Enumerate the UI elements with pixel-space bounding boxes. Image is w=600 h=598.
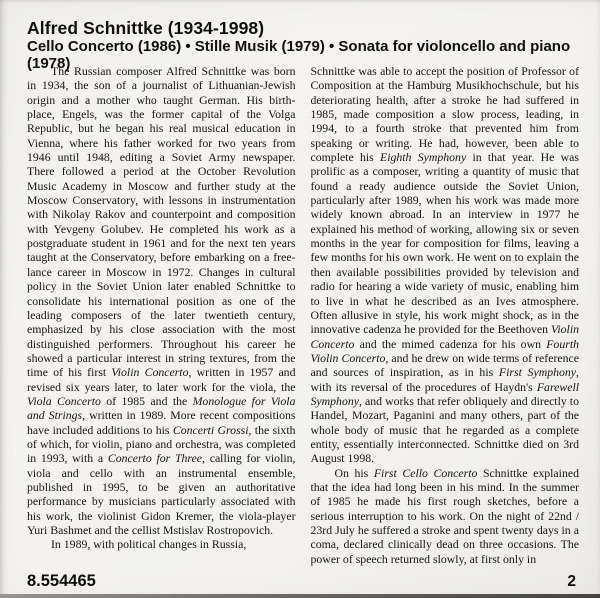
works-subtitle: Cello Concerto (1986) • Stille Musik (1979) • Sonata for violoncello and piano (1978) bbox=[27, 38, 571, 72]
paragraph: The Russian composer Alfred Schnittke was born in 1934, the son of a journalist of Lithuanian-Jewish origin and a mother who taught German. His birth-place, Engels, was the former capital of the Volga Republic, but he began his real musical education in Vienna, where his father worked for two years from 1946 until 1948, editing a Soviet Army newspaper. There followed a period at the October Revolution Music Academy in Moscow and further study at the Moscow Conservatory, with lessons in instrumentation with Nikolay Rakov and counterpoint and composition with Yevgeny Golubev. He completed his work as a postgraduate student in 1961 and for the next ten years taught at the Conservatory, before embarking on a free-lance career in Moscow in 1972. Changes in cultural policy in the Soviet Union later enabled Schnittke to consolidate his international position as one of the leading composers of the later twentieth century, emphasized by his close association with the most distinguished performers. Throughout his career he showed a particular interest in string textures, from the time of his first Violin Concerto, written in 1957 and revised six years later, to later work for the viola, the Viola Concerto of 1985 and the Monologue for Viola and Strings, written in 1989. More recent compositions have included additions to his Concerti Grossi, the sixth of which, for violin, piano and orchestra, was completed in 1993, with a Concerto for Three, calling for violin, viola and cello with an instrumental ensemble, published in 1995, to be given an authoritative performance by musicians particularly associated with his work, the violinist Gidon Kremer, the viola-player Yuri Bashmet and the cellist Mstislav Rostropovich. bbox=[27, 64, 296, 537]
left-column bbox=[27, 64, 296, 572]
page-footer bbox=[27, 572, 580, 591]
paragraph: On his First Cello Concerto Schnittke explained that the idea had long been in his mind. In the summer of 1985 he made his first rough sketches, before a serious interruption to his work. On the night of 22nd / 23rd July he suffered a stroke and spent twenty days in a coma, declared clinically dead on three occasions. The power of speech returned slowly, at first only in bbox=[310, 465, 579, 566]
composer-title: Alfred Schnittke (1934-1998) bbox=[27, 18, 265, 38]
right-column bbox=[311, 64, 580, 572]
paragraph: In 1989, with political changes in Russia, bbox=[51, 537, 247, 552]
page-number: 2 bbox=[567, 573, 576, 590]
paragraph: Schnittke was able to accept the position of Professor of Composition at the Hamburg Musikhochschule, but his deteriorating health, after a stroke he had suffered in 1985, made composition a slow process, leading, in 1994, to a fourth stroke that prevented him from speaking or writing. He had, however, been able to complete his Eighth Symphony in that year. He was prolific as a composer, writing a quantity of music that found a ready audience outside the Soviet Union, particularly after 1989, when his work was made more widely known abroad. In an interview in 1977 he explained his method of working, allowing six or seven months in the year for composition for films, leaving a few months for his own work. He went on to explain the then available possibilities provided by television and radio for hearing a wide variety of music, enabling him to live in what he described as an Ives atmosphere. Often allusive in style, his work might shock, as in the innovative cadenza he provided for the Beethoven Violin Concerto and the mimed cadenza for his own Fourth Violin Concerto, and he drew on wide terms of reference and sources of inspiration, as in his First Symphony, with its reversal of the procedures of Haydn's Farewell Symphony, and works that refer obliquely and directly to Handel, Mozart, Paganini and many others, part of the whole body of music that he regarded as a complete entity, essentially interconnected. Schnittke died on 3rd August 1998. bbox=[310, 64, 579, 466]
catalog-number: 8.554465 bbox=[27, 572, 96, 590]
liner-notes bbox=[27, 64, 579, 572]
scan-edge bbox=[0, 594, 600, 598]
